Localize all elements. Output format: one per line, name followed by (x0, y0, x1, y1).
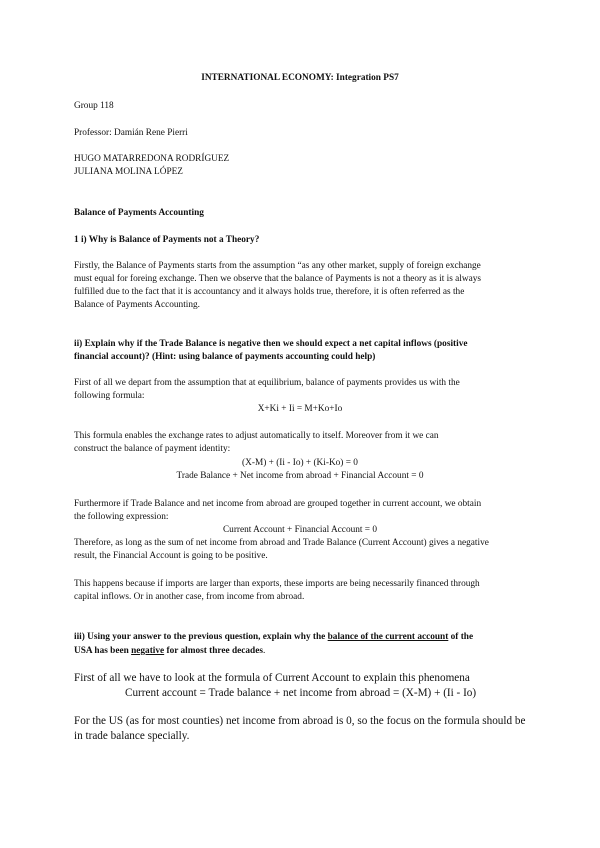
q2-paragraph: This happens because if imports are larger than exports, these imports are being necessarily financed through (74, 579, 480, 589)
document-title (0, 72, 600, 84)
formula-current-account: Current Account + Financial Account = 0 (222, 525, 378, 535)
q2-paragraph: capital inflows. Or in another case, from income from abroad. (74, 592, 305, 602)
title-suffix: : Integration PS7 (330, 73, 399, 83)
formula-identity: (X-M) + (Ii - Io) + (Ki-Ko) = 0 (242, 458, 358, 468)
q3-heading-text: USA has been (74, 646, 132, 656)
q2-paragraph: result, the Financial Account is going to be positive. (74, 551, 268, 561)
formula-current-account-expanded: Current account = Trade balance + net income from abroad = (X-M) + (Ii - Io) (125, 687, 477, 699)
q3-heading-text: iii) Using your answer to the previous question, explain why the (74, 632, 328, 642)
q2-paragraph: Furthermore if Trade Balance and net income from abroad are grouped together in current account, we obtain (74, 499, 482, 509)
q3-heading-text: of the (448, 632, 474, 642)
q3-line: First of all we have to look at the formula of Current Account to explain this phenomena (74, 672, 470, 684)
group-number: Group 118 (74, 101, 114, 111)
q3-line: in trade balance specially. (74, 730, 190, 742)
question-3-heading (74, 631, 473, 643)
q2-paragraph: Therefore, as long as the sum of net income from abroad and Trade Balance (Current Account) gives a negative (74, 538, 489, 548)
q2-intro: First of all we depart from the assumption that at equilibrium, balance of payments provides us with the (74, 378, 460, 388)
q3-heading-text: for almost three decades (164, 646, 263, 656)
q3-heading-underlined: negative (131, 646, 165, 656)
question-2-heading: ii) Explain why if the Trade Balance is negative then we should expect a net capital inflows (positive (74, 339, 468, 349)
q1-line: must equal for foreing exchange. Then we observe that the balance of Payments is not a theory as it is always (74, 274, 481, 284)
q2-paragraph: the following expression: (74, 512, 169, 522)
q1-line: fulfilled due to the fact that it is accountancy and it always holds true, therefore, it is often referred as the (74, 287, 465, 297)
q2-intro: following formula: (74, 391, 145, 401)
question-3-heading-cont (74, 645, 265, 657)
title-main: INTERNATIONAL ECONOMY (201, 73, 331, 83)
q2-paragraph: This formula enables the exchange rates to adjust automatically to itself. Moreover from it we can (74, 431, 439, 441)
question-1-heading: 1 i) Why is Balance of Payments not a Theory? (74, 235, 260, 245)
professor-name: Professor: Damián Rene Pierri (74, 128, 188, 138)
q1-line: Balance of Payments Accounting. (74, 300, 200, 310)
q3-line: For the US (as for most counties) net income from abroad is 0, so the focus on the formula should be (74, 715, 526, 727)
question-2-heading-cont: financial account)? (Hint: using balance of payments accounting could help) (74, 352, 376, 362)
author-1: HUGO MATARREDONA RODRÍGUEZ (74, 154, 230, 164)
formula-equilibrium: X+Ki + Ii = M+Ko+Io (257, 404, 343, 414)
q2-paragraph: construct the balance of payment identity: (74, 444, 231, 454)
q1-line: Firstly, the Balance of Payments starts from the assumption “as any other market, supply of foreign exchange (74, 261, 481, 271)
formula-identity-words: Trade Balance + Net income from abroad + Financial Account = 0 (176, 471, 424, 481)
q3-heading-underlined: balance of the current account (327, 632, 449, 642)
author-2: JULIANA MOLINA LÓPEZ (74, 167, 183, 177)
q3-heading-period: . (262, 646, 266, 656)
section-heading: Balance of Payments Accounting (74, 208, 204, 218)
